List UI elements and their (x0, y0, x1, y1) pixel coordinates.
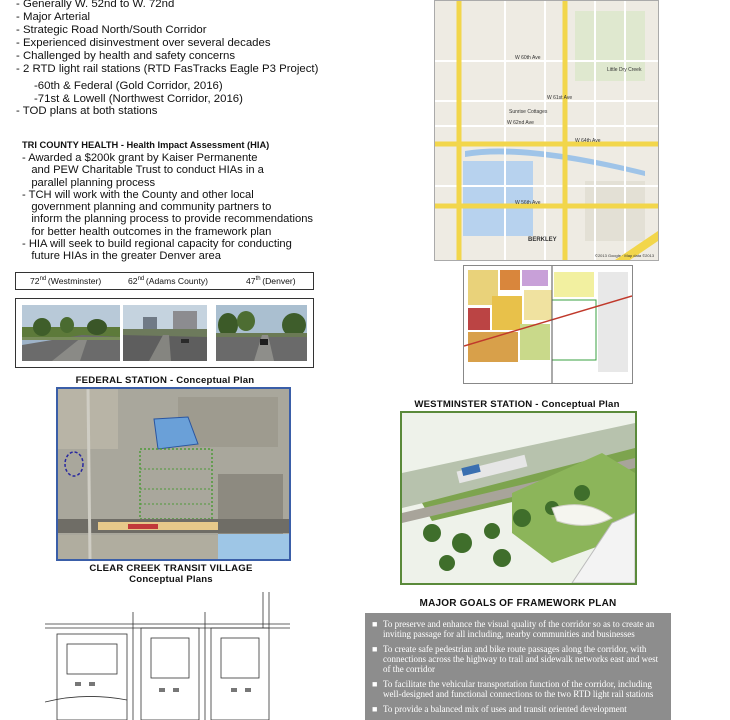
corridor-map-drawing (435, 1, 658, 260)
photo-47th (216, 305, 307, 361)
clear-creek-plan (45, 592, 290, 720)
zoning-map-drawing (464, 266, 632, 383)
hia-line: inform the planning process to provide recommendations (22, 213, 314, 226)
photo-label-72nd: 72nd (Westminster) (30, 276, 102, 286)
hia-line: - TCH will work with the County and other local (22, 188, 254, 201)
map-place-label: BERKLEY (528, 237, 557, 243)
clear-creek-subtitle: Conceptual Plans (129, 574, 213, 585)
goals-title: MAJOR GOALS OF FRAMEWORK PLAN (419, 598, 617, 609)
map-road-label: W 56th Ave (515, 200, 541, 206)
goal-item: ■ To preserve and enhance the visual quality of the corridor so as to create an inviting passage for all including, nearby communities and businesses (372, 619, 655, 639)
map-road-label: W 61st Ave (547, 95, 573, 101)
hia-line: government planning and community partners to (22, 201, 272, 214)
goal-item: ■ To create safe pedestrian and bike route passages along the corridor, with connections across the highway to trail and sidewalk networks east and west of the corridor (372, 644, 659, 674)
hia-line: and PEW Charitable Trust to conduct HIAs in a (22, 164, 264, 177)
overview-bullet: - Challenged by health and safety concerns (16, 49, 236, 62)
clear-creek-title: CLEAR CREEK TRANSIT VILLAGE (89, 563, 253, 574)
westminster-rendering (400, 411, 637, 585)
photo-label-bar (15, 272, 314, 290)
clear-creek-caption (56, 563, 286, 585)
photo-62nd (123, 305, 207, 361)
westminster-rendering-drawing (402, 413, 635, 583)
map-road-label: W 64th Ave (575, 138, 601, 144)
goal-item: ■ To provide a balanced mix of uses and transit oriented development (372, 704, 627, 714)
corridor-map (434, 0, 659, 261)
zoning-map (463, 265, 633, 384)
photo-label-62nd: 62nd (Adams County) (128, 276, 208, 286)
street-photos (16, 299, 313, 367)
map-road-label: W 60th Ave (515, 55, 541, 61)
hia-line: - HIA will seek to build regional capacity for conducting (22, 238, 292, 251)
hia-line: future HIAs in the greater Denver area (22, 250, 221, 263)
hia-title: TRI COUNTY HEALTH - Health Impact Assessment (HIA) (22, 140, 270, 150)
hia-line: parallel planning process (22, 176, 156, 189)
station-subitem: -71st & Lowell (Northwest Corridor, 2016) (34, 92, 243, 105)
overview-bullet: - Generally W. 52nd to W. 72nd (16, 0, 175, 10)
clear-creek-drawing (45, 592, 290, 720)
bullet-icon: ■ (372, 644, 378, 654)
bullet-icon: ■ (372, 704, 378, 714)
map-road-label: W 62nd Ave (507, 120, 534, 126)
photo-72nd (22, 305, 120, 361)
hia-line: for better health outcomes in the framework plan (22, 225, 272, 238)
map-place-label: Little Dry Creek (607, 67, 642, 73)
overview-bullet: - 2 RTD light rail stations (RTD FasTracks Eagle P3 Project) (16, 62, 319, 75)
westminster-station-caption: WESTMINSTER STATION - Conceptual Plan (414, 399, 620, 410)
bullet-icon: ■ (372, 679, 378, 689)
station-subitem: -60th & Federal (Gold Corridor, 2016) (34, 80, 223, 92)
overview-list-visible (16, 0, 318, 75)
goals-box (365, 613, 671, 720)
overview-bullet: - Strategic Road North/South Corridor (16, 23, 207, 36)
overview-bullet: - Experienced disinvestment over several decades (16, 36, 271, 49)
bullet-icon: ■ (372, 619, 378, 629)
map-attribution: ©2013 Google · Map data ©2013 (595, 253, 655, 258)
photo-strip (15, 298, 314, 368)
station-subitems (34, 80, 243, 105)
federal-station-plan (56, 387, 291, 561)
tod-bullet: - TOD plans at both stations (16, 105, 158, 117)
map-place-label: Sunrise Cottages (509, 109, 548, 115)
federal-station-caption: FEDERAL STATION - Conceptual Plan (75, 375, 255, 386)
federal-plan-drawing (58, 389, 289, 559)
overview-bullet: - Major Arterial (16, 10, 91, 23)
goal-item: ■ To facilitate the vehicular transportation function of the corridor, including well-designed and functional connections to the two RTD light rail stations (372, 679, 654, 699)
photo-label-47th: 47th (Denver) (246, 276, 296, 286)
hia-body (22, 152, 313, 263)
hia-line: - Awarded a $200k grant by Kaiser Permanente (22, 152, 258, 164)
